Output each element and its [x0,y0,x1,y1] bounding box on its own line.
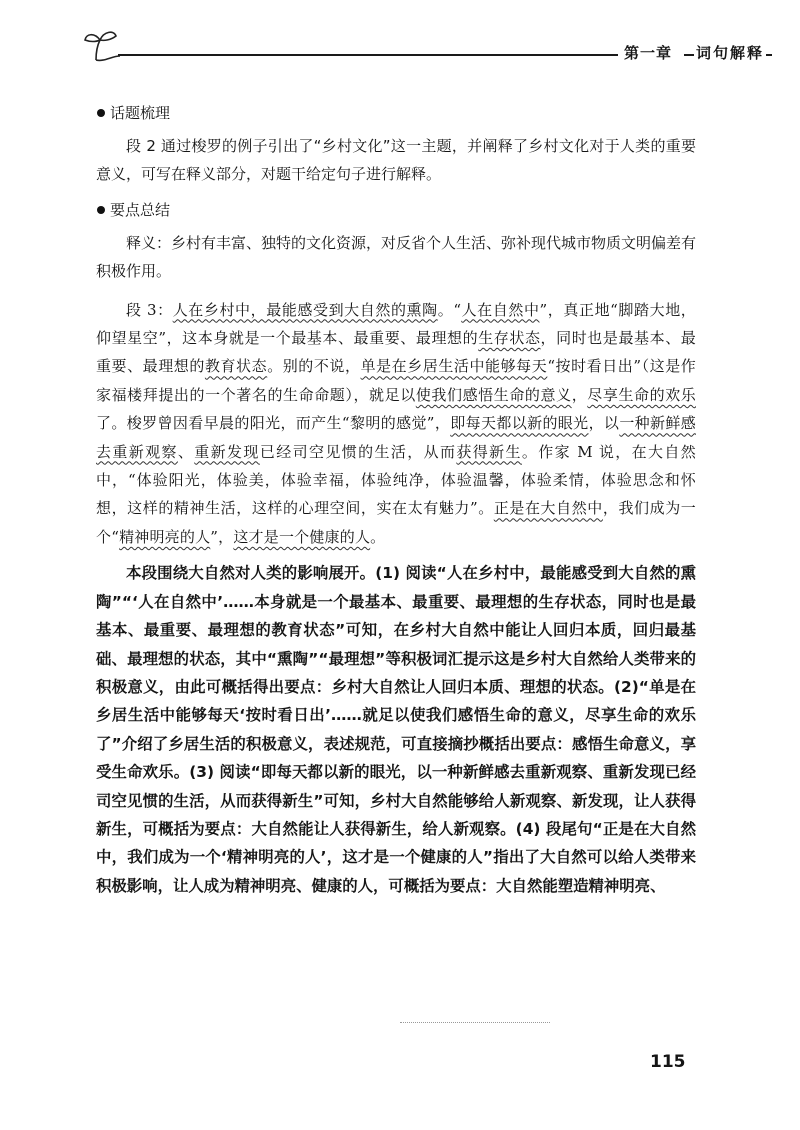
key-phrase: 获得新生 [456,442,522,461]
analysis-paragraph: 本段围绕大自然对人类的影响展开。(1) 阅读“人在乡村中，最能感受到大自然的熏陶”“‘人在自然中’……本身就是一个最基本、最重要、最理想的生存状态，同时也是最基本、最重要、最理想的教育状态”可知，在乡村大自然中能让人回归本质，回归最基础、最理想的状态，其中“熏陶”“最理想”等积极词汇提示这是乡村大自然给人类带来的积极意义，由此可概括得出要点：乡村大自然让人回归本质、理想的状态。(2)“单是在乡居生活中能够每天‘按时看日出’……就足以使我们感悟生命的意义，尽享生命的欢乐了”介绍了乡居生活的积极意义，表述规范，可直接摘抄概括出要点：感悟生命意义，享受生命欢乐。(3) 阅读“即每天都以新的眼光，以一种新鲜感去重新观察、重新发现已经司空见惯的生活，从而获得新生”可知，乡村大自然能够给人新观察、新发现，让人获得新生，可概括为要点：大自然能让人获得新生，给人新观察。(4) 段尾句“正是在大自然中，我们成为一个‘精神明亮的人’，这才是一个健康的人”指出了大自然可以给人类带来积极影响，让人成为精神明亮、健康的人，可概括为要点：大自然能塑造精神明亮、 [96,564,696,895]
key-phrase: 使我们感悟生命的意义 [415,385,572,404]
scan-dots [400,1022,550,1027]
passage-text: ，同时也是最基本、最重要、最理想的 [96,329,696,376]
passage-paragraph [96,296,696,552]
section-heading-topic [96,100,696,126]
main-content [96,100,696,900]
passage-text: 。别的不说， [267,357,361,376]
heading-text: 要点总结 [110,200,171,219]
key-phrase: 即每天都以新的眼光 [450,414,589,433]
key-phrase: 人在乡村中，最能感受到大自然的熏陶 [172,300,438,319]
chapter-title: 词句解释 [696,44,765,62]
passage-text: “按时看日出”（这是作家福楼拜提出的一个著名的生命命题），就足以 [96,357,696,404]
page-number: 115 [650,1052,686,1072]
key-phrase: 单是在乡居生活中能够每天 [360,357,548,376]
passage-text: ”， [210,527,234,546]
bullet-icon [97,109,105,117]
page-header [82,26,772,62]
passage-text: 了。梭罗曾因看早晨的阳光，而产生“黎明的感觉”， [96,414,451,433]
header-rule [118,54,618,56]
passage-text: 已经司空见惯的生活，从而 [259,442,457,461]
bullet-icon [97,206,105,214]
passage-text: ”，真正地“脚踏大地，仰望星空”，这本身就是一个最基本、最重要、最理想的 [96,300,696,348]
key-phrase: 教育状态 [204,357,268,376]
passage-text: 、 [177,442,195,461]
summary-paragraph: 释义：乡村有丰富、独特的文化资源，对反省个人生活、弥补现代城市物质文明偏差有积极作用。 [96,233,697,281]
key-phrase: 生存状态 [478,329,541,348]
sprout-icon [82,26,122,62]
passage-text: 。作家 M 说，在大自然中，“体验阳光，体验美，体验幸福，体验纯净，体验温馨，体验柔情，体验思念和怀想，这样的精神生活，这样的心理空间，实在太有魅力”。 [96,442,697,518]
topic-paragraph: 段 2 通过梭罗的例子引出了“乡村文化”这一主题，并阐释了乡村文化对于人类的重要意义，可写在释义部分，对题干给定句子进行解释。 [96,137,696,184]
key-phrase: 一种新鲜感去重新观察 [96,414,696,461]
key-phrase: 尽享生命的欢乐 [587,385,696,404]
passage-text: ，以 [588,414,620,433]
passage-text: ， [571,385,588,404]
key-phrase: 重新发现 [194,442,260,461]
key-phrase: 精神明亮的人 [119,527,211,546]
passage-text: 。“ [437,300,462,319]
passage-text: 。 [370,527,386,546]
section-heading-summary [96,197,696,223]
key-phrase: 这才是一个健康的人 [233,527,371,546]
passage-text: ，我们成为一个“ [96,499,697,546]
heading-text: 话题梳理 [110,104,171,122]
key-phrase: 正是在大自然中 [493,499,603,518]
chapter-label: 第一章 [624,44,673,62]
key-phrase: 人在自然中 [461,300,540,319]
passage-text: 段 3： [126,300,173,319]
